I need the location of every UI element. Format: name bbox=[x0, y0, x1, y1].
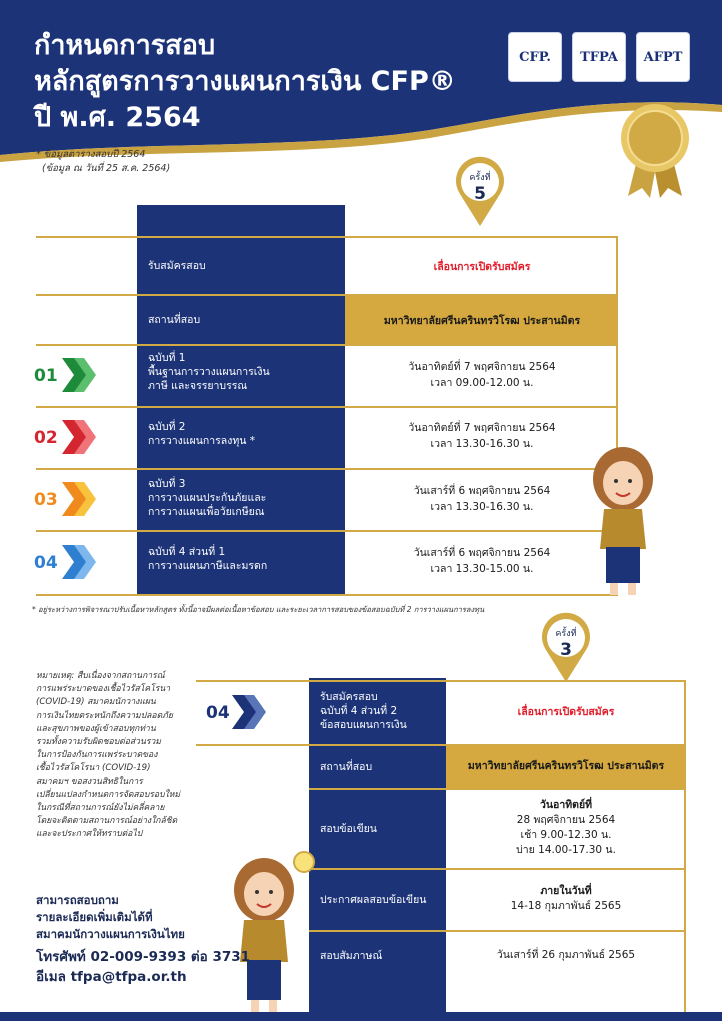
paper-schedule: วันเสาร์ที่ 6 พฤศจิกายน 2564 เวลา 13.30-15.00 น. bbox=[413, 547, 551, 575]
chevron-right-icon bbox=[62, 358, 102, 392]
contact-phone: โทรศัพท์ 02-009-9393 ต่อ 3731 bbox=[36, 949, 251, 965]
contact-email: อีเมล tfpa@tfpa.or.th bbox=[36, 969, 187, 985]
contact-line: รายละเอียดเพิ่มเติมได้ที่ bbox=[36, 910, 153, 924]
divider bbox=[36, 406, 618, 408]
paper-label: ฉบับที่ 3 การวางแผนประกันภัยและ การวางแผนเพื่อวัยเกษียณ bbox=[148, 478, 267, 518]
divider bbox=[36, 344, 618, 346]
venue-label: สถานที่สอบ bbox=[320, 761, 373, 773]
interview-value: วันเสาร์ที่ 26 กุมภาพันธ์ 2565 bbox=[496, 949, 636, 961]
paper-number-02: 02 bbox=[34, 428, 58, 448]
cartoon-woman-icon bbox=[586, 445, 660, 597]
divider bbox=[36, 468, 618, 470]
round2-label: ครั้งที่ bbox=[555, 629, 577, 639]
announce-label: ประกาศผลสอบข้อเขียน bbox=[320, 894, 427, 906]
divider bbox=[309, 868, 686, 870]
register-value: เลื่อนการเปิดรับสมัคร bbox=[433, 261, 531, 273]
contact-line: สามารถสอบถาม bbox=[36, 893, 119, 907]
round1-number: 5 bbox=[474, 184, 486, 204]
venue-value: มหาวิทยาลัยศรีนครินทรวิโรฒ ประสานมิตร bbox=[383, 315, 581, 327]
page-title: กำหนดการสอบ หลักสูตรการวางแผนการเงิน CFP® ปี พ.ศ. 2564 bbox=[34, 30, 456, 133]
announce-value: ภายในวันที่ 14-18 กุมภาพันธ์ 2565 bbox=[510, 885, 622, 912]
paper-schedule: วันเสาร์ที่ 6 พฤศจิกายน 2564 เวลา 13.30-16.30 น. bbox=[413, 485, 551, 513]
cfp-logo: CFP. bbox=[508, 32, 562, 82]
chevron-right-icon bbox=[232, 695, 272, 729]
divider bbox=[309, 930, 686, 932]
chevron-right-icon bbox=[62, 482, 102, 516]
divider bbox=[196, 680, 686, 682]
interview-label: สอบสัมภาษณ์ bbox=[320, 950, 383, 962]
footer-bar bbox=[0, 1012, 722, 1021]
note-mid: * อยู่ระหว่างการพิจารณาปรับเนื้อหาหลักสูตร ทั้งนี้อาจมีผลต่อเนื้อหาข้อสอบ และระยะเวลาการสอบของข้อสอบฉบับที่ 2 การวางแผนการลงทุน bbox=[32, 605, 485, 614]
venue-label: สถานที่สอบ bbox=[148, 314, 201, 326]
round1-label: ครั้งที่ bbox=[469, 173, 491, 183]
note-top: * ข้อมูลตารางสอบปี 2564 (ข้อมูล ณ วันที่ 25 ส.ค. 2564) bbox=[36, 149, 171, 174]
paper-number-04: 04 bbox=[34, 553, 58, 573]
round2-number: 3 bbox=[560, 640, 572, 660]
gold-medal-icon bbox=[610, 100, 700, 200]
paper-label: ฉบับที่ 4 ส่วนที่ 1 การวางแผนภาษีและมรดก bbox=[148, 546, 268, 572]
register-value: เลื่อนการเปิดรับสมัคร bbox=[517, 706, 615, 718]
divider bbox=[36, 530, 618, 532]
divider bbox=[309, 788, 686, 790]
register-label: รับสมัครสอบ bbox=[148, 260, 206, 272]
paper-number-01: 01 bbox=[34, 366, 58, 386]
paper-schedule: วันอาทิตย์ที่ 7 พฤศจิกายน 2564 เวลา 13.30-16.30 น. bbox=[408, 422, 556, 450]
paper-label: ฉบับที่ 1 พื้นฐานการวางแผนการเงิน ภาษี และจรรยาบรรณ bbox=[148, 352, 270, 392]
paper-number-03: 03 bbox=[34, 490, 58, 510]
contact-line: สมาคมนักวางแผนการเงินไทย bbox=[36, 927, 185, 941]
written-exam-value: วันอาทิตย์ที่ 28 พฤศจิกายน 2564 เช้า 9.00-12.30 น. บ่าย 14.00-17.30 น. bbox=[516, 799, 616, 856]
paper-number-04: 04 bbox=[206, 703, 230, 723]
afpt-logo: AFPT bbox=[636, 32, 690, 82]
divider bbox=[684, 680, 686, 1012]
register-label: รับสมัครสอบ ฉบับที่ 4 ส่วนที่ 2 ข้อสอบแผนการเงิน bbox=[320, 691, 407, 731]
venue-value: มหาวิทยาลัยศรีนครินทรวิโรฒ ประสานมิตร bbox=[467, 760, 665, 772]
divider bbox=[36, 236, 618, 238]
chevron-right-icon bbox=[62, 545, 102, 579]
chevron-right-icon bbox=[62, 420, 102, 454]
contact-info bbox=[36, 892, 276, 987]
divider bbox=[36, 594, 618, 596]
remark-note: หมายเหตุ: สืบเนื่องจากสถานการณ์ การแพร่ระบาดของเชื้อไวรัสโคโรนา (COVID-19) สมาคมนักวางแผน การเงินไทยตระหนักถึงความปลอดภัย และสุขภาพของผู้เข้าสอบทุกท่าน รวมทั้งความรับผิดชอบต่อส่วนรวม ในการป้องกันการแพร่ระบาดของ เชื้อไวรัสโคโรนา (COVID-19) สมาคมฯ ขอสงวนสิทธิในการ เปลี่ยนแปลงกำหนดการจัดสอบรอบใหม่ ในกรณีที่สถานการณ์ยังไม่คลี่คลาย โดยจะติดตามสถานการณ์อย่างใกล้ชิด และจะประกาศให้ทราบต่อไป bbox=[36, 671, 181, 840]
paper-label: ฉบับที่ 2 การวางแผนการลงทุน * bbox=[148, 421, 256, 447]
tfpa-logo: TFPA bbox=[572, 32, 626, 82]
logo-group bbox=[508, 32, 690, 82]
paper-schedule: วันอาทิตย์ที่ 7 พฤศจิกายน 2564 เวลา 09.00-12.00 น. bbox=[408, 361, 556, 389]
written-exam-label: สอบข้อเขียน bbox=[320, 823, 377, 835]
